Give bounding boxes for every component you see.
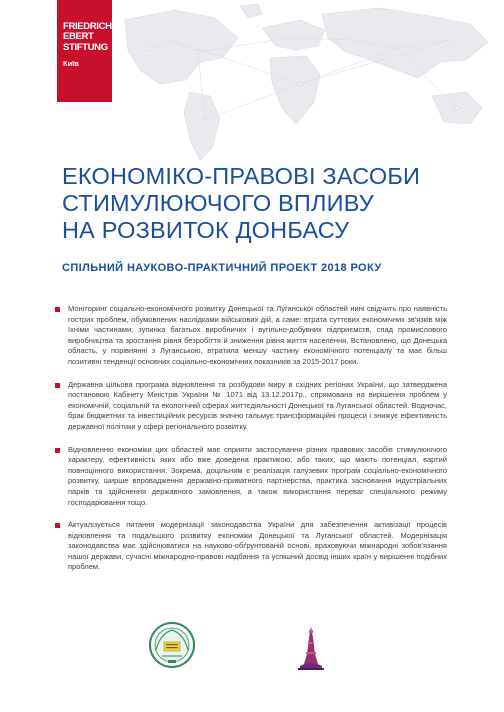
fes-logo bbox=[57, 0, 112, 102]
square-bullet-icon bbox=[55, 307, 60, 312]
paragraph-text: Актуалізується питання модернізації законодавства України для забезпечення активізації процесів відновлення та подальшого розвитку економіки Донецької та Луганської областей. Модернізація законодавства має здійснюватися на науково-обґрунтованій основі, враховуючи міжнародні зобов'язання нашої держави, сучасні міжнародно-правові надбання та успішний досвід інших країн у вирішенні подібних проблем. bbox=[68, 520, 447, 572]
document-title bbox=[62, 163, 462, 244]
logo-city: Київ bbox=[63, 59, 79, 69]
paragraph-text: Моніторинг соціально-економічного розвитку Донецької та Луганської областей нині свідчить про наявність гострих проблем, обумовлених наслідками військових дій, а саме: втрата суттєвих економічних зв'язків між їхніми частинами; зупинка багатьох виробничих і вугільно-добувних підприємств, спад промислового виробництва та зростання рівня безробіття й зниження рівня життя населення. Встановлено, що Донецька область, у порівнянні з Луганською, втратила меншу частину економічного потенціалу та має більш позитивні тенденції основних соціально-економічних показників за 2015-2017 роки. bbox=[68, 304, 447, 366]
title-line-3: НА РОЗВИТОК ДОНБАСУ bbox=[62, 217, 350, 243]
paragraph bbox=[55, 304, 447, 368]
logo-line-1: FRIEDRICH bbox=[63, 21, 112, 32]
title-line-1: ЕКОНОМІКО-ПРАВОВІ ЗАСОБИ bbox=[62, 163, 421, 189]
logo-line-3: STIFTUNG bbox=[63, 41, 108, 53]
logo-line-2: EBERT bbox=[63, 31, 94, 43]
square-bullet-icon bbox=[55, 448, 60, 453]
paragraph bbox=[55, 380, 447, 433]
paragraph bbox=[55, 520, 447, 573]
tower-monument-icon bbox=[296, 624, 326, 670]
title-line-2: СТИМУЛЮЮЧОГО ВПЛИВУ bbox=[62, 190, 374, 216]
academy-seal-icon bbox=[148, 620, 196, 670]
square-bullet-icon bbox=[55, 383, 60, 388]
paragraph bbox=[55, 445, 447, 509]
square-bullet-icon bbox=[55, 523, 60, 528]
paragraph-text: Державна цільова програма відновлення та розбудови миру в східних регіонах України, що затверджена постановою Кабінету Міністрів України № 1071 від 13.12.2017р., спрямована на вирішення проблем у економічній, соціальній та екологічній сферах життєдіяльності Донецької та Луганської областей. Водночас, брак бюджетних та інвестиційних ресурсів значно гальмує трансформаційні процеси і знижує ефективність державної політики у сфері регіонального розвитку. bbox=[68, 379, 447, 431]
document-subtitle: СПІЛЬНИЙ НАУКОВО-ПРАКТИЧНИЙ ПРОЕКТ 2018 РОКУ bbox=[62, 262, 382, 274]
body-paragraphs bbox=[55, 304, 447, 585]
paragraph-text: Відновленню економіки цих областей має сприяти застосування різних правових засобів стимулюючого характеру, ефективність яких або вже доведена практикою, або таких, що мають потенціал, вартий повноцінного використання. Зокрема, доцільним є реалізація галузевих програм соціально-економічного розвитку, ширше впровадження державно-приватного партнерства, практика засновання індустріальних парків та здійснення державного замовлення, а також використання переваг спеціального режиму господарювання тощо. bbox=[68, 444, 447, 507]
